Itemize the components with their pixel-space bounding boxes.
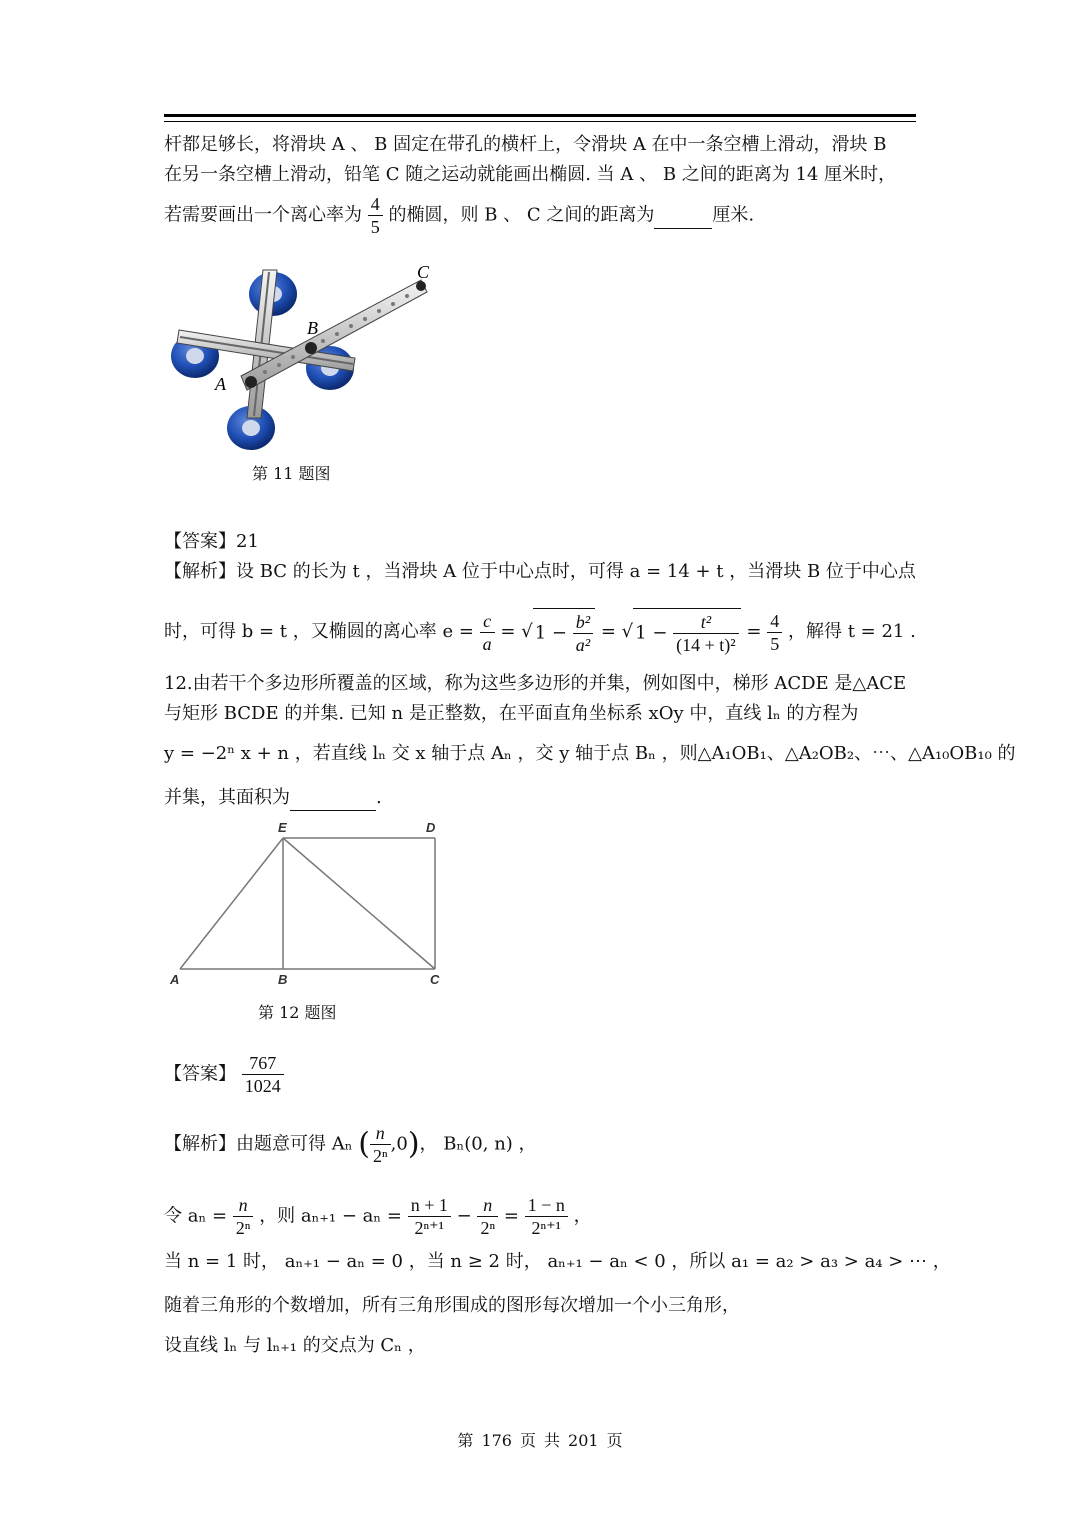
label-b: B bbox=[278, 972, 288, 987]
label-a: A bbox=[170, 972, 180, 987]
label-c: C bbox=[417, 262, 430, 282]
q11-analysis-1: 【解析】设 BC 的长为 t ，当滑块 A 位于中心点时，可得 a = 14 + t ，当滑块 B 位于中心点 bbox=[164, 561, 916, 582]
q11-line-3-text-b: 的椭圆，则 B 、 C 之间的距离为 bbox=[388, 204, 655, 226]
trapezoid-figure bbox=[164, 816, 454, 996]
slider-a bbox=[245, 376, 257, 388]
figure-12-caption: 第 12 题图 bbox=[258, 1003, 337, 1022]
label-e: E bbox=[278, 820, 287, 835]
page-footer: 第 176 页 共 201 页 bbox=[457, 1431, 623, 1450]
q12-analysis-5: 设直线 lₙ 与 lₙ₊₁ 的交点为 Cₙ ， bbox=[164, 1335, 426, 1356]
sqrt-2: 1 − $\frac{\text{t²}}{\text{(14 + t)²}}$ bbox=[633, 608, 741, 656]
q12-line-3: y = −2ⁿ x + n ，若直线 lₙ 交 x 轴于点 Aₙ ，交 y 轴于点 Bₙ ，则△A₁OB₁、△A₂OB₂、⋯、△A₁₀OB₁₀ 的 bbox=[164, 743, 1016, 764]
q11-analysis-2: 时，可得 b = t ，又椭圆的离心率 e = $\frac{c}{a}$ = √ 1 − $\frac{\text{b²}}{\text{a²}}$ = √ 1 − $\frac{\text{t²}}{\text{(14 + t)²}}$ = $\frac{4}{5}$ ，解得 t = 21 . bbox=[164, 608, 916, 656]
wheel-bottom-hub bbox=[242, 420, 260, 436]
segment-ec bbox=[283, 838, 435, 969]
figure-11-caption: 第 11 题图 bbox=[252, 464, 331, 483]
area-answer-blank bbox=[290, 786, 376, 811]
ellipse-device-figure bbox=[165, 258, 445, 458]
q12-analysis-3: 当 n = 1 时， aₙ₊₁ − aₙ = 0 ，当 n ≥ 2 时， aₙ₊₁ − aₙ < 0 ，所以 a₁ = a₂ > a₃ > a₄ > ⋯ ， bbox=[164, 1251, 951, 1272]
label-a: A bbox=[215, 374, 226, 394]
eccentricity-fraction: $\frac{4}{5}$ bbox=[368, 193, 383, 238]
q11-answer: 【答案】21 bbox=[164, 531, 259, 552]
q11-line-2: 在另一条空槽上滑动，铅笔 C 随之运动就能画出椭圆. 当 A 、 B 之间的距离为 14 厘米时， bbox=[164, 164, 897, 185]
pencil-c bbox=[416, 281, 426, 291]
q12-analysis-2: 令 aₙ = $\frac{n}{\text{2ⁿ}}$ ，则 aₙ₊₁ − aₙ = $\frac{n + 1}{\text{2ⁿ⁺¹}}$ − $\frac{n}{\text{2ⁿ}}$ = $\frac{1 - n}{\text{2ⁿ⁺¹}}$ ， bbox=[164, 1195, 592, 1238]
segment-ae bbox=[180, 838, 283, 969]
header-rule-thin bbox=[164, 121, 916, 122]
q12-line-4: 并集，其面积为 . bbox=[164, 786, 382, 811]
q12-answer: 【答案】 $\frac{767}{1024}$ bbox=[164, 1052, 284, 1097]
wheel-left-hub bbox=[186, 348, 204, 364]
q11-line-1: 杆都足够长，将滑块 A 、 B 固定在带孔的横杆上，令滑块 A 在中一条空槽上滑动，滑块 B bbox=[164, 134, 887, 155]
label-b: B bbox=[307, 318, 318, 338]
q12-analysis-1: 【解析】由题意可得 Aₙ ( $\frac{n}{\text{2ⁿ}}$ ,0)， Bₙ(0, n) ， bbox=[164, 1123, 537, 1166]
q11-unit: 厘米. bbox=[712, 204, 755, 226]
label-d: D bbox=[426, 820, 436, 835]
header-rule-thick bbox=[164, 114, 916, 117]
q12-analysis-4: 随着三角形的个数增加，所有三角形围成的图形每次增加一个小三角形， bbox=[164, 1295, 740, 1316]
q11-line-3 bbox=[164, 193, 754, 238]
current-page: 176 bbox=[481, 1431, 512, 1450]
q11-answer-value: 21 bbox=[236, 531, 259, 552]
answer-blank bbox=[654, 204, 712, 229]
slider-b bbox=[305, 342, 317, 354]
q12-line-1: 12.由若干个多边形所覆盖的区域，称为这些多边形的并集，例如图中，梯形 ACDE 是△ACE bbox=[164, 673, 907, 694]
sqrt-sign: √ bbox=[521, 621, 533, 642]
total-pages: 201 bbox=[568, 1431, 599, 1450]
q12-answer-fraction: $\frac{767}{1024}$ bbox=[242, 1052, 284, 1097]
sqrt-1: 1 − $\frac{\text{b²}}{\text{a²}}$ bbox=[533, 608, 595, 656]
label-c: C bbox=[430, 972, 440, 987]
q12-line-2: 与矩形 BCDE 的并集. 已知 n 是正整数，在平面直角坐标系 xOy 中，直线 lₙ 的方程为 bbox=[164, 703, 859, 724]
q11-line-3-text: 若需要画出一个离心率为 bbox=[164, 204, 362, 226]
